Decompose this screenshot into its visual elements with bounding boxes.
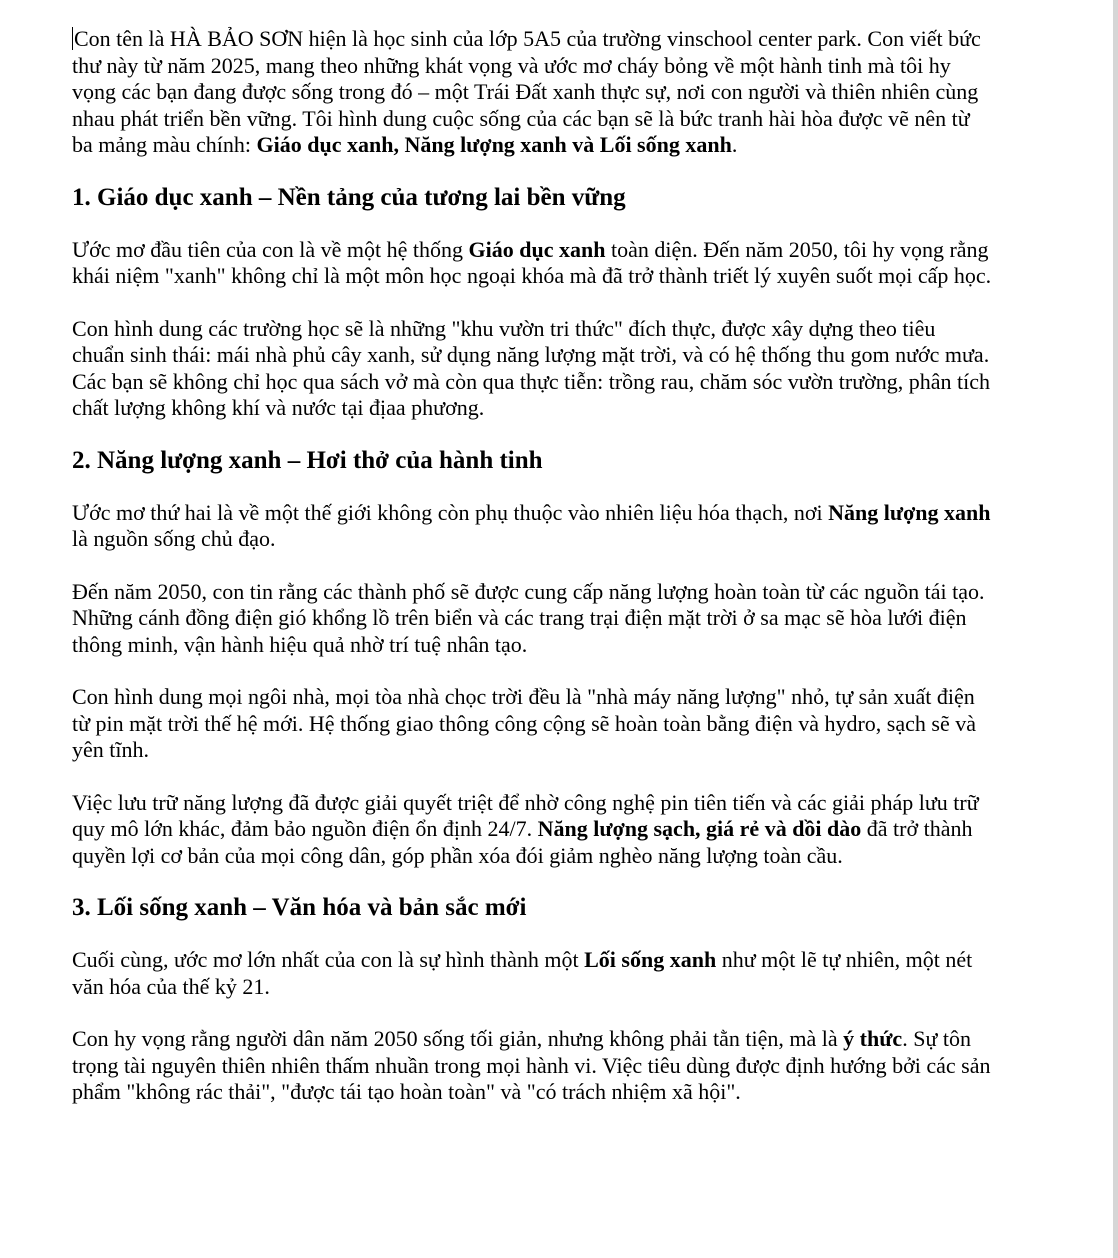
s3p2-text-1: Con hy vọng rằng người dân năm 2050 sống tối giản, nhưng không phải tằn tiện, mà là [72, 1026, 844, 1051]
s2p1-text-2: là nguồn sống chủ đạo. [72, 526, 276, 551]
section-2-paragraph-1[interactable] [72, 500, 992, 553]
s1p1-bold-1: Giáo dục xanh [468, 236, 606, 262]
intro-text-2: . [731, 132, 738, 157]
s3p1-text-2: như một lẽ tự nhiên, một nét văn hóa của thế kỷ 21. [72, 947, 973, 999]
s2p4-text-1: Việc lưu trữ năng lượng đã được giải quyết triệt để nhờ công nghệ pin tiên tiến và các giải pháp lưu trữ quy mô lớn khác, đảm bảo nguồn điện ổn định 24/7. [72, 789, 979, 841]
s3p1-bold-1: Lối sống xanh [584, 947, 717, 972]
section-2-paragraph-3[interactable]: Con hình dung mọi ngôi nhà, mọi tòa nhà chọc trời đều là "nhà máy năng lượng" nhỏ, tự sản xuất điện từ pin mặt trời thế hệ mới. Hệ thống giao thông công cộng sẽ hoàn toàn bằng điện và hydro, sạch sẽ và yên tĩnh. [72, 684, 976, 762]
text-cursor [72, 27, 73, 50]
s2p1-text-1: Ước mơ thứ hai là về một thế giới không còn phụ thuộc vào nhiên liệu hóa thạch, nơi [72, 499, 829, 525]
section-2-paragraph-2[interactable]: Đến năm 2050, con tin rằng các thành phố sẽ được cung cấp năng lượng hoàn toàn từ các nguồn tái tạo. Những cánh đồng điện gió khổng lồ trên biển và các trang trại điện mặt trời ở sa mạc sẽ hòa lưới điện thông minh, vận hành hiệu quả nhờ trí tuệ nhân tạo. [72, 578, 985, 657]
section-3-heading: 3. Lối sống xanh – Văn hóa và bản sắc mới [72, 894, 527, 921]
s1p1-text-1: Ước mơ đầu tiên của con là về một hệ thống [72, 236, 469, 262]
document-body[interactable] [72, 26, 992, 1106]
section-3-paragraph-2[interactable] [72, 1026, 992, 1106]
section-3-paragraph-1[interactable] [72, 947, 992, 1000]
s3p2-text-2: . Sự tôn trọng tài nguyên thiên nhiên thấm nhuần trong mọi hành vi. Việc tiêu dùng được định hướng bởi các sản phẩm "không rác thải", "được tái tạo hoàn toàn" và "có trách nhiệm xã hội". [72, 1026, 991, 1104]
s2p1-bold-1: Năng lượng xanh [828, 499, 991, 525]
s3p2-bold-1: ý thức [843, 1026, 903, 1051]
s1p1-text-2: toàn diện. Đến năm 2050, tôi hy vọng rằng khái niệm "xanh" không chỉ là một môn học ngoại khóa mà đã trở thành triết lý xuyên suốt mọi cấp học. [72, 236, 992, 288]
s2p4-bold-1: Năng lượng sạch, giá rẻ và dồi dào [537, 816, 862, 841]
section-1-paragraph-2[interactable]: Con hình dung các trường học sẽ là những "khu vườn tri thức" đích thực, được xây dựng theo tiêu chuẩn sinh thái: mái nhà phủ cây xanh, sử dụng năng lượng mặt trời, và có hệ thống thu gom nước mưa. Các bạn sẽ không chỉ học qua sách vở mà còn qua thực tiễn: trồng rau, chăm sóc vườn trường, phân tích chất lượng không khí và nước tại địaa phương. [72, 315, 991, 420]
s2p4-text-2: đã trở thành quyền lợi cơ bản của mọi công dân, góp phần xóa đói giảm nghèo năng lượng toàn cầu. [72, 816, 973, 868]
intro-bold-1: Giáo dục xanh, Năng lượng xanh và Lối sống xanh [256, 132, 732, 157]
section-2-heading: 2. Năng lượng xanh – Hơi thở của hành tinh [72, 446, 543, 474]
intro-text-1: Con tên là HÀ BẢO SƠN hiện là học sinh của lớp 5A5 của trường vinschool center park. Con viết bức thư này từ năm 2025, mang theo những khát vọng và ước mơ cháy bỏng về một hành tinh mà tôi hy vọng các bạn đang được sống trong đó – một Trái Đất xanh thực sự, nơi con người và thiên nhiên cùng nhau phát triển bền vững. Tôi hình dung cuộc sống của các bạn sẽ là bức tranh hài hòa được vẽ nên từ ba mảng màu chính: [72, 26, 981, 157]
page-edge [1113, 0, 1118, 1258]
section-1-paragraph-1[interactable] [72, 237, 992, 290]
s3p1-text-1: Cuối cùng, ước mơ lớn nhất của con là sự hình thành một [72, 947, 585, 972]
section-2-paragraph-4[interactable] [72, 790, 992, 870]
intro-paragraph[interactable] [72, 26, 992, 159]
section-1-heading: 1. Giáo dục xanh – Nền tảng của tương lai bền vững [72, 183, 626, 211]
